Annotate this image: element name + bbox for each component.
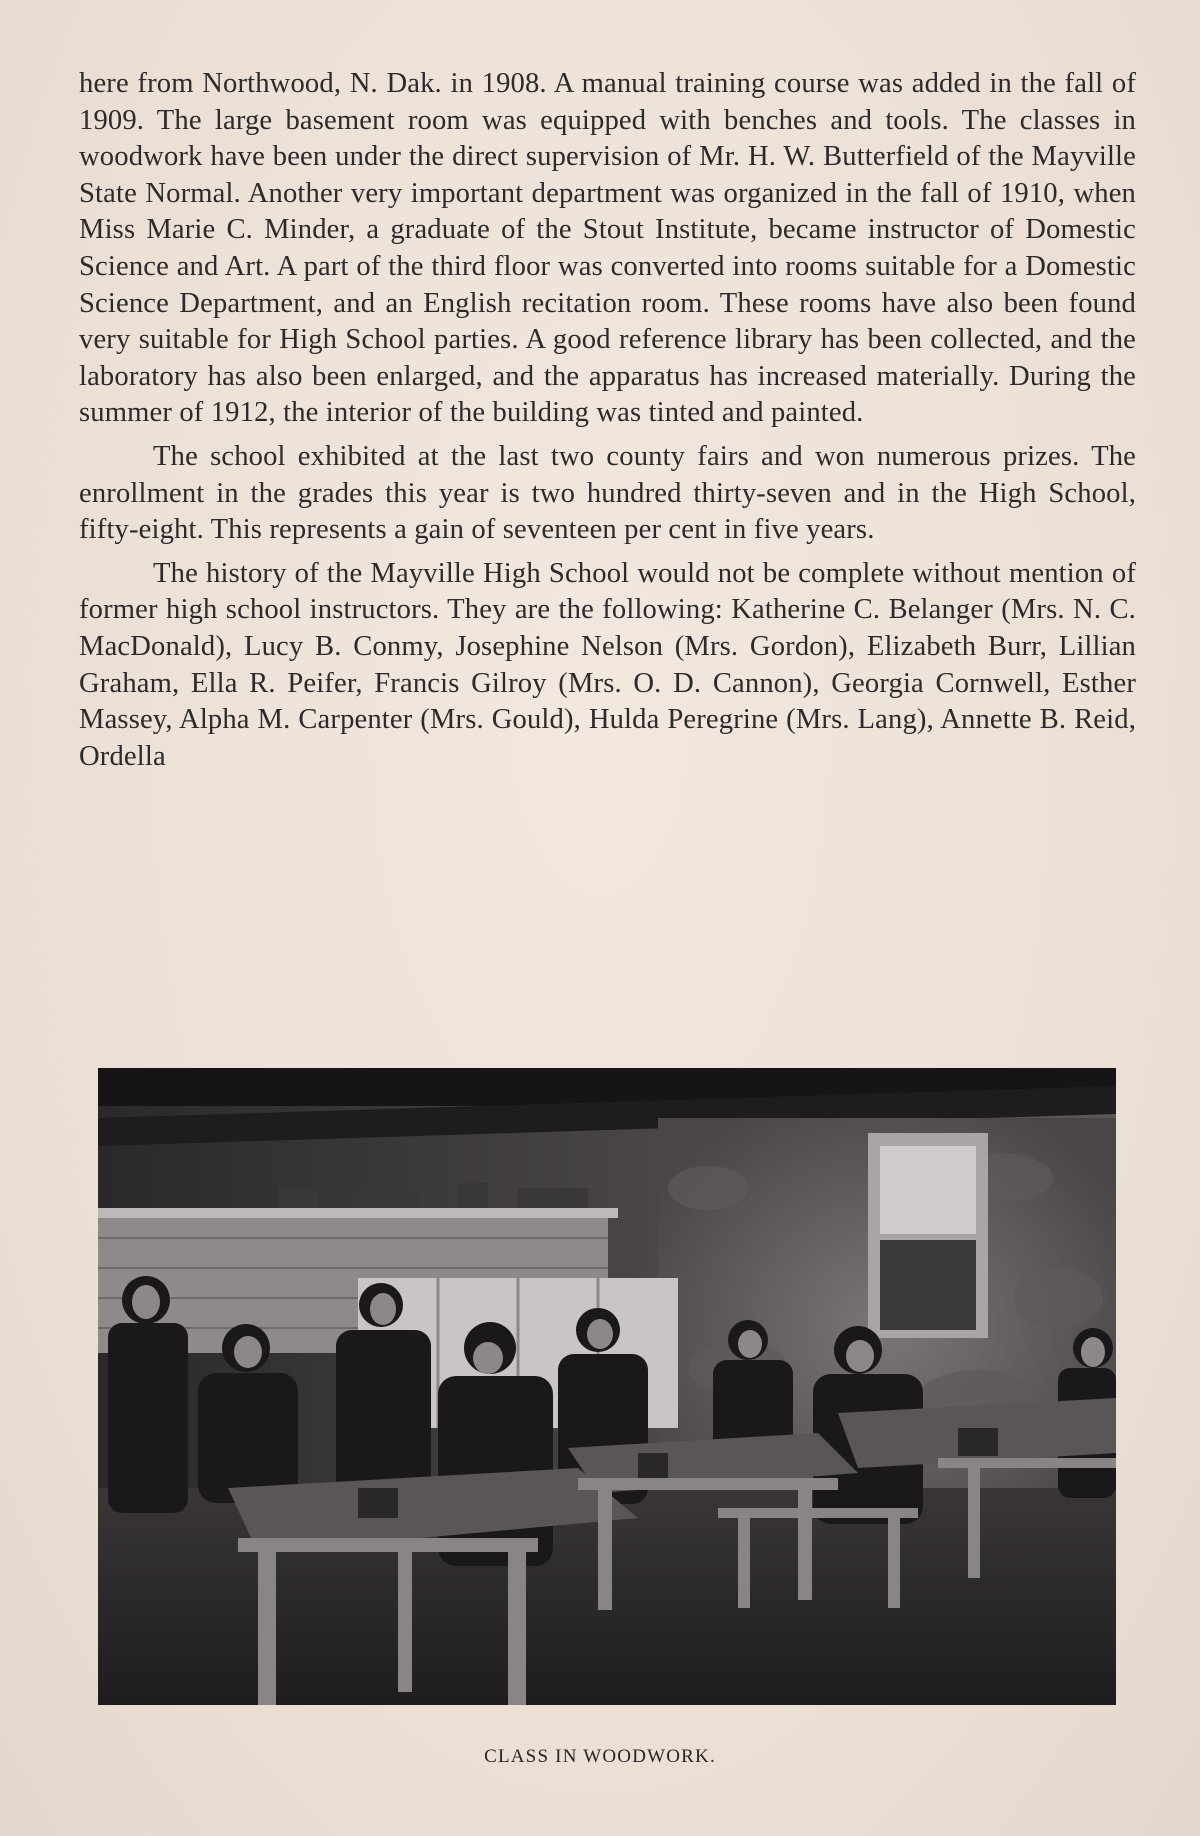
photo-caption: CLASS IN WOODWORK.: [484, 1746, 716, 1767]
body-text: [79, 66, 1136, 775]
paragraph-1: here from Northwood, N. Dak. in 1908. A manual training course was added in the fall of 1909. The large basement room was equipped with benches and tools. The classes in woodwork have been under the direct supervision of Mr. H. W. Butterfield of the Mayville State Normal. Another very important department was organized in the fall of 1910, when Miss Marie C. Minder, a graduate of the Stout Institute, became instructor of Domestic Science and Art. A part of the third floor was converted into rooms suitable for a Domestic Science Department, and an English recitation room. These rooms have also been found very suitable for High School parties. A good reference library has been collected, and the laboratory has also been enlarged, and the apparatus has increased materially. During the summer of 1912, the interior of the building was tinted and painted.: [79, 68, 1136, 429]
paragraph-3: The history of the Mayville High School would not be complete without mention of former high school instructors. They are the following: Katherine C. Belanger (Mrs. N. C. MacDonald), Lucy B. Conmy, Josephine Nelson (Mrs. Gordon), Elizabeth Burr, Lillian Graham, Ella R. Peifer, Francis Gilroy (Mrs. O. D. Cannon), Georgia Cornwell, Esther Massey, Alpha M. Carpenter (Mrs. Gould), Hulda Peregrine (Mrs. Lang), Annette B. Reid, Ordella: [79, 557, 1136, 772]
paragraph-2: The school exhibited at the last two county fairs and won numerous prizes. The enrollment in the grades this year is two hundred thirty-seven and in the High School, fifty-eight. This represents a gain of seventeen per cent in five years.: [79, 440, 1136, 546]
woodwork-class-photo: [98, 1068, 1116, 1705]
